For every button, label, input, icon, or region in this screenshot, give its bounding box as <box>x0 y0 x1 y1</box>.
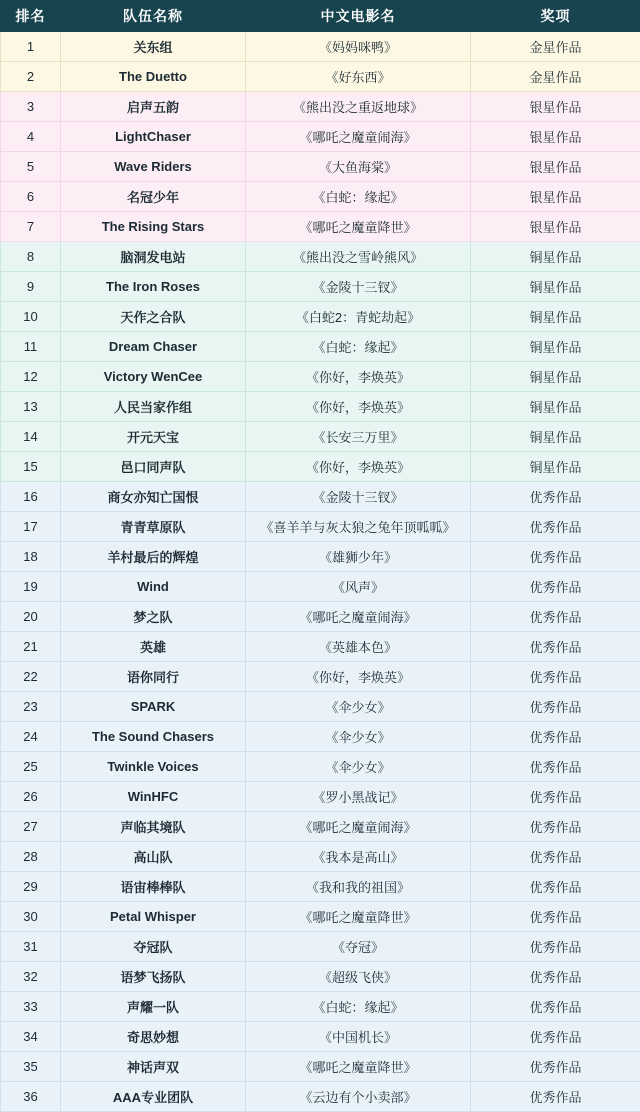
cell-movie: 《雄狮少年》 <box>246 542 471 572</box>
cell-rank: 5 <box>1 152 61 182</box>
cell-movie: 《金陵十三钗》 <box>246 272 471 302</box>
table-row <box>1 182 640 212</box>
cell-rank: 25 <box>1 752 61 782</box>
cell-team: 开元天宝 <box>61 422 246 452</box>
table-row <box>1 302 640 332</box>
cell-team: 天作之合队 <box>61 302 246 332</box>
cell-rank: 8 <box>1 242 61 272</box>
table-row <box>1 752 640 782</box>
cell-rank: 31 <box>1 932 61 962</box>
cell-movie: 《伞少女》 <box>246 722 471 752</box>
cell-award: 优秀作品 <box>471 962 640 992</box>
cell-award: 优秀作品 <box>471 782 640 812</box>
cell-movie: 《长安三万里》 <box>246 422 471 452</box>
cell-team: LightChaser <box>61 122 246 152</box>
cell-movie: 《英雄本色》 <box>246 632 471 662</box>
table-row <box>1 902 640 932</box>
cell-team: 语梦飞扬队 <box>61 962 246 992</box>
cell-movie: 《超级飞侠》 <box>246 962 471 992</box>
table-body <box>1 32 640 1112</box>
cell-team: 声临其境队 <box>61 812 246 842</box>
cell-team: Twinkle Voices <box>61 752 246 782</box>
cell-movie: 《哪吒之魔童闹海》 <box>246 122 471 152</box>
cell-team: 语宙棒棒队 <box>61 872 246 902</box>
cell-award: 铜星作品 <box>471 392 640 422</box>
cell-movie: 《大鱼海棠》 <box>246 152 471 182</box>
column-header-team: 队伍名称 <box>61 1 246 32</box>
table-row <box>1 212 640 242</box>
cell-rank: 21 <box>1 632 61 662</box>
table-row <box>1 272 640 302</box>
cell-award: 铜星作品 <box>471 452 640 482</box>
cell-movie: 《你好，李焕英》 <box>246 662 471 692</box>
cell-rank: 12 <box>1 362 61 392</box>
cell-rank: 6 <box>1 182 61 212</box>
table-row <box>1 32 640 62</box>
cell-movie: 《你好，李焕英》 <box>246 362 471 392</box>
cell-movie: 《中国机长》 <box>246 1022 471 1052</box>
cell-award: 优秀作品 <box>471 992 640 1022</box>
cell-rank: 1 <box>1 32 61 62</box>
table-row <box>1 92 640 122</box>
cell-team: Wave Riders <box>61 152 246 182</box>
cell-award: 铜星作品 <box>471 362 640 392</box>
cell-movie: 《金陵十三钗》 <box>246 482 471 512</box>
cell-award: 优秀作品 <box>471 1022 640 1052</box>
cell-movie: 《好东西》 <box>246 62 471 92</box>
cell-movie: 《白蛇：缘起》 <box>246 992 471 1022</box>
cell-team: 商女亦知亡国恨 <box>61 482 246 512</box>
cell-rank: 35 <box>1 1052 61 1082</box>
cell-rank: 36 <box>1 1082 61 1112</box>
cell-team: 神话声双 <box>61 1052 246 1082</box>
cell-team: 启声五韵 <box>61 92 246 122</box>
cell-team: The Sound Chasers <box>61 722 246 752</box>
cell-movie: 《妈妈咪鸭》 <box>246 32 471 62</box>
cell-rank: 18 <box>1 542 61 572</box>
column-header-rank: 排名 <box>1 1 61 32</box>
cell-award: 优秀作品 <box>471 722 640 752</box>
cell-movie: 《你好，李焕英》 <box>246 452 471 482</box>
cell-team: 邑口同声队 <box>61 452 246 482</box>
cell-team: 脑洞发电站 <box>61 242 246 272</box>
cell-rank: 20 <box>1 602 61 632</box>
cell-movie: 《喜羊羊与灰太狼之兔年顶呱呱》 <box>246 512 471 542</box>
table-row <box>1 662 640 692</box>
cell-rank: 32 <box>1 962 61 992</box>
cell-movie: 《风声》 <box>246 572 471 602</box>
cell-award: 银星作品 <box>471 92 640 122</box>
cell-rank: 26 <box>1 782 61 812</box>
cell-movie: 《哪吒之魔童闹海》 <box>246 812 471 842</box>
table-row <box>1 842 640 872</box>
cell-award: 优秀作品 <box>471 662 640 692</box>
cell-team: 羊村最后的辉煌 <box>61 542 246 572</box>
table-row <box>1 62 640 92</box>
cell-movie: 《哪吒之魔童闹海》 <box>246 602 471 632</box>
cell-movie: 《伞少女》 <box>246 692 471 722</box>
cell-team: 人民当家作组 <box>61 392 246 422</box>
cell-rank: 23 <box>1 692 61 722</box>
cell-team: 高山队 <box>61 842 246 872</box>
cell-movie: 《白蛇2：青蛇劫起》 <box>246 302 471 332</box>
table-row <box>1 152 640 182</box>
table-row <box>1 572 640 602</box>
cell-award: 优秀作品 <box>471 752 640 782</box>
table-row <box>1 602 640 632</box>
cell-movie: 《熊出没之雪岭熊风》 <box>246 242 471 272</box>
cell-team: 关东组 <box>61 32 246 62</box>
cell-movie: 《你好，李焕英》 <box>246 392 471 422</box>
cell-award: 铜星作品 <box>471 332 640 362</box>
cell-team: 英雄 <box>61 632 246 662</box>
cell-team: AAA专业团队 <box>61 1082 246 1112</box>
table-row <box>1 482 640 512</box>
cell-team: WinHFC <box>61 782 246 812</box>
cell-award: 铜星作品 <box>471 272 640 302</box>
cell-movie: 《白蛇：缘起》 <box>246 332 471 362</box>
table-row <box>1 1082 640 1112</box>
cell-rank: 17 <box>1 512 61 542</box>
cell-movie: 《我和我的祖国》 <box>246 872 471 902</box>
cell-team: Petal Whisper <box>61 902 246 932</box>
cell-team: Victory WenCee <box>61 362 246 392</box>
table-row <box>1 812 640 842</box>
cell-award: 银星作品 <box>471 182 640 212</box>
table-row <box>1 1022 640 1052</box>
cell-award: 优秀作品 <box>471 902 640 932</box>
cell-team: 青青草原队 <box>61 512 246 542</box>
cell-award: 优秀作品 <box>471 602 640 632</box>
cell-rank: 9 <box>1 272 61 302</box>
cell-rank: 10 <box>1 302 61 332</box>
cell-award: 铜星作品 <box>471 422 640 452</box>
cell-rank: 30 <box>1 902 61 932</box>
cell-movie: 《哪吒之魔童降世》 <box>246 1052 471 1082</box>
cell-rank: 15 <box>1 452 61 482</box>
table-row <box>1 782 640 812</box>
table-row <box>1 692 640 722</box>
cell-rank: 29 <box>1 872 61 902</box>
cell-movie: 《罗小黑战记》 <box>246 782 471 812</box>
cell-rank: 34 <box>1 1022 61 1052</box>
cell-award: 优秀作品 <box>471 1082 640 1112</box>
cell-award: 银星作品 <box>471 152 640 182</box>
cell-award: 银星作品 <box>471 122 640 152</box>
cell-team: The Iron Roses <box>61 272 246 302</box>
cell-movie: 《哪吒之魔童降世》 <box>246 212 471 242</box>
cell-rank: 22 <box>1 662 61 692</box>
cell-team: SPARK <box>61 692 246 722</box>
cell-team: Dream Chaser <box>61 332 246 362</box>
cell-rank: 24 <box>1 722 61 752</box>
cell-rank: 28 <box>1 842 61 872</box>
table-row <box>1 422 640 452</box>
cell-award: 优秀作品 <box>471 632 640 662</box>
cell-award: 优秀作品 <box>471 1052 640 1082</box>
cell-award: 优秀作品 <box>471 542 640 572</box>
cell-team: 声耀一队 <box>61 992 246 1022</box>
table-row <box>1 542 640 572</box>
cell-award: 优秀作品 <box>471 932 640 962</box>
cell-award: 铜星作品 <box>471 242 640 272</box>
cell-award: 优秀作品 <box>471 692 640 722</box>
cell-award: 优秀作品 <box>471 482 640 512</box>
cell-team: The Duetto <box>61 62 246 92</box>
table-row <box>1 872 640 902</box>
cell-team: 奇思妙想 <box>61 1022 246 1052</box>
cell-team: 夺冠队 <box>61 932 246 962</box>
cell-rank: 14 <box>1 422 61 452</box>
column-header-movie: 中文电影名 <box>246 1 471 32</box>
column-header-award: 奖项 <box>471 1 640 32</box>
table-row <box>1 1052 640 1082</box>
table-row <box>1 332 640 362</box>
table-row <box>1 392 640 422</box>
cell-award: 银星作品 <box>471 212 640 242</box>
cell-award: 金星作品 <box>471 62 640 92</box>
cell-movie: 《哪吒之魔童降世》 <box>246 902 471 932</box>
cell-rank: 33 <box>1 992 61 1022</box>
cell-award: 优秀作品 <box>471 572 640 602</box>
cell-movie: 《云边有个小卖部》 <box>246 1082 471 1112</box>
cell-rank: 7 <box>1 212 61 242</box>
cell-award: 金星作品 <box>471 32 640 62</box>
cell-award: 铜星作品 <box>471 302 640 332</box>
table-row <box>1 992 640 1022</box>
cell-rank: 13 <box>1 392 61 422</box>
table-row <box>1 932 640 962</box>
cell-movie: 《夺冠》 <box>246 932 471 962</box>
cell-rank: 19 <box>1 572 61 602</box>
cell-award: 优秀作品 <box>471 512 640 542</box>
cell-team: 语你同行 <box>61 662 246 692</box>
cell-rank: 27 <box>1 812 61 842</box>
table-row <box>1 452 640 482</box>
cell-movie: 《我本是高山》 <box>246 842 471 872</box>
table-row <box>1 722 640 752</box>
table-row <box>1 122 640 152</box>
cell-team: 名冠少年 <box>61 182 246 212</box>
table-row <box>1 962 640 992</box>
cell-rank: 4 <box>1 122 61 152</box>
cell-team: Wind <box>61 572 246 602</box>
table-row <box>1 632 640 662</box>
cell-rank: 3 <box>1 92 61 122</box>
cell-movie: 《白蛇：缘起》 <box>246 182 471 212</box>
cell-rank: 16 <box>1 482 61 512</box>
cell-rank: 11 <box>1 332 61 362</box>
cell-movie: 《伞少女》 <box>246 752 471 782</box>
table-row <box>1 242 640 272</box>
cell-movie: 《熊出没之重返地球》 <box>246 92 471 122</box>
cell-award: 优秀作品 <box>471 842 640 872</box>
cell-team: The Rising Stars <box>61 212 246 242</box>
cell-award: 优秀作品 <box>471 872 640 902</box>
cell-team: 梦之队 <box>61 602 246 632</box>
table-row <box>1 362 640 392</box>
table-row <box>1 512 640 542</box>
table-header-row <box>1 1 640 32</box>
cell-rank: 2 <box>1 62 61 92</box>
cell-award: 优秀作品 <box>471 812 640 842</box>
